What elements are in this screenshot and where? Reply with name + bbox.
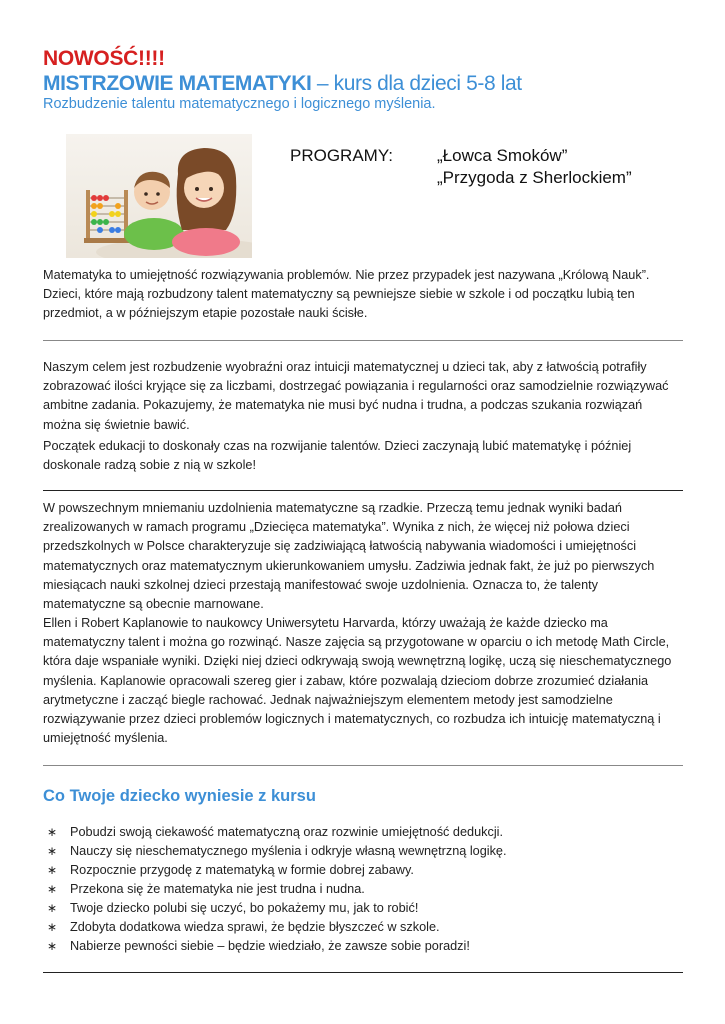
course-title bbox=[43, 72, 522, 96]
list-item bbox=[43, 937, 683, 956]
course-subtitle: Rozbudzenie talentu matematycznego i logicznego myślenia. bbox=[43, 96, 436, 112]
benefit-text: Pobudzi swoją ciekawość matematyczną oraz rozwinie umiejętność dedukcji. bbox=[70, 825, 503, 839]
new-label: NOWOŚĆ!!!! bbox=[43, 47, 165, 70]
asterisk-bullet-icon: ∗ bbox=[47, 901, 58, 915]
course-title-bold: MISTRZOWIE MATEMATYKI bbox=[43, 72, 312, 95]
benefit-text: Przekona się że matematyka nie jest trudna i nudna. bbox=[70, 882, 365, 896]
asterisk-bullet-icon: ∗ bbox=[47, 844, 58, 858]
intro-paragraph: Matematyka to umiejętność rozwiązywania problemów. Nie przez przypadek jest nazywana „Królową Nauk”. Dzieci, które mają rozbudzony talent matematyczny są pewniejsze siebie w szkole i od początku lubią ten przedmiot, a w późniejszym etapie pozostałe nauki ścisłe. bbox=[43, 268, 650, 321]
course-title-rest: – kurs dla dzieci 5-8 lat bbox=[311, 72, 522, 95]
programs-label: PROGRAMY: bbox=[290, 146, 393, 165]
program-item-sherlock-adventure: „Przygoda z Sherlockiem” bbox=[437, 168, 632, 187]
benefit-text: Twoje dziecko polubi się uczyć, bo pokażemy mu, jak to robić! bbox=[70, 901, 419, 915]
asterisk-bullet-icon: ∗ bbox=[47, 939, 58, 953]
list-item bbox=[43, 918, 683, 937]
benefits-list bbox=[43, 823, 683, 956]
list-item bbox=[43, 842, 683, 861]
asterisk-bullet-icon: ∗ bbox=[47, 882, 58, 896]
asterisk-bullet-icon: ∗ bbox=[47, 825, 58, 839]
divider bbox=[43, 490, 683, 491]
education-paragraph: Początek edukacji to doskonały czas na rozwijanie talentów. Dzieci zaczynają lubić matematykę i później doskonale radzą sobie z nią w szkole! bbox=[43, 439, 632, 473]
goal-paragraph: Naszym celem jest rozbudzenie wyobraźni oraz intuicji matematycznej u dzieci tak, aby z łatwością potrafiły zobrazować ilości kryjące się za liczbami, dostrzegać powiązania i regularności oraz samodzielnie rozwiązywać ambitne zadania. Pokazujemy, że matematyka nie musi być nudna i trudna, a podczas szukania rozwiązań można się świetnie bawić. bbox=[43, 360, 669, 432]
kaplan-paragraph: Ellen i Robert Kaplanowie to naukowcy Uniwersytetu Harvarda, którzy uważają że każde dziecko ma matematyczny talent i można go rozwinąć. Nasze zajęcia są przygotowane w oparciu o ich metodę Math Circle, która daje wspaniałe wyniki. Dzięki niej dzieci odkrywają swoją wewnętrzną logikę, uczą się nieschematycznego myślenia. Kaplanowie opracowali szereg gier i zabaw, które pozwalają dzieciom dobrze zrozumieć działania arytmetyczne i zacząć biegle rachować. Jednak najważniejszym elementem metody jest samodzielne rozwiązywanie przez dzieci problemów logicznych i matematycznych, co rozbudza ich intuicję matematyczną i umiejętność myślenia. bbox=[43, 616, 672, 746]
benefit-text: Nauczy się nieschematycznego myślenia i odkryje własną wewnętrzną logikę. bbox=[70, 844, 507, 858]
asterisk-bullet-icon: ∗ bbox=[47, 863, 58, 877]
asterisk-bullet-icon: ∗ bbox=[47, 920, 58, 934]
list-item bbox=[43, 880, 683, 899]
divider bbox=[43, 972, 683, 973]
benefit-text: Nabierze pewności siebie – będzie wiedziało, że zawsze sobie poradzi! bbox=[70, 939, 470, 953]
children-abacus-photo bbox=[66, 134, 252, 258]
research-paragraph: W powszechnym mniemaniu uzdolnienia matematyczne są rzadkie. Przeczą temu jednak wyniki badań zrealizowanych w ramach programu „Dziecięca matematyka”. Wynika z nich, że więcej niż połowa dzieci przedszkolnych w Polsce charakteryzuje się zadziwiającą łatwością nabywania wiadomości i umiejętności matematycznych oraz matematycznym ukierunkowaniem umysłu. Zadziwia jednak fakt, że już po pierwszych miesiącach nauki szkolnej dzieci przestają manifestować swoje uzdolnienia. Oznacza to, że talenty matematyczne są obecnie marnowane. bbox=[43, 501, 655, 612]
divider bbox=[43, 340, 683, 341]
benefit-text: Zdobyta dodatkowa wiedza sprawi, że będzie błyszczeć w szkole. bbox=[70, 920, 440, 934]
benefit-text: Rozpocznie przygodę z matematyką w formie dobrej zabawy. bbox=[70, 863, 414, 877]
girl-illustration bbox=[172, 148, 240, 256]
divider bbox=[43, 765, 683, 766]
benefits-heading: Co Twoje dziecko wyniesie z kursu bbox=[43, 787, 316, 805]
list-item bbox=[43, 899, 683, 918]
list-item bbox=[43, 823, 683, 842]
program-item-dragon-hunter: „Łowca Smoków” bbox=[437, 146, 568, 165]
list-item bbox=[43, 861, 683, 880]
